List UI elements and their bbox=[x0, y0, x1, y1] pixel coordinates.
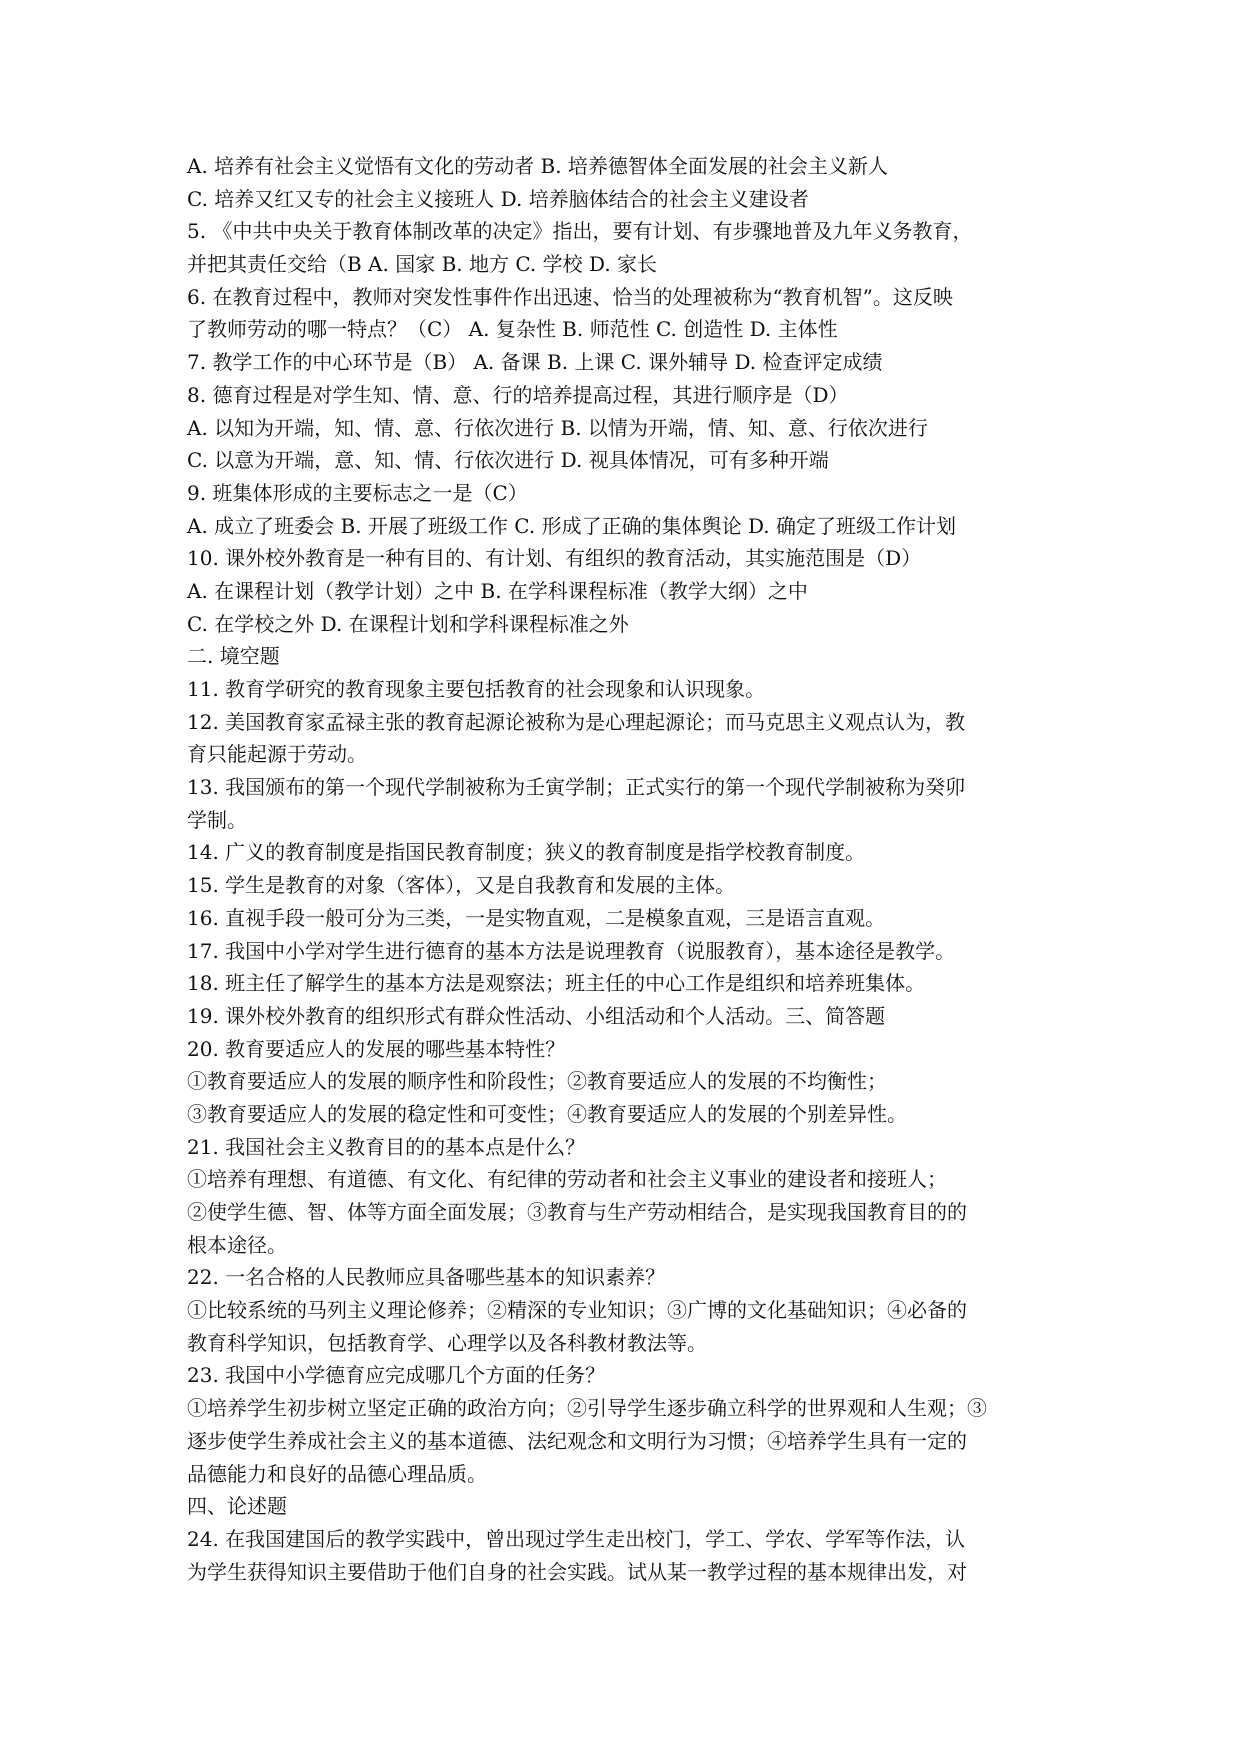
document-page bbox=[187, 150, 1057, 1588]
text-line: 5. 《中共中央关于教育体制改革的决定》指出，要有计划、有步骤地普及九年义务教育， bbox=[187, 219, 973, 244]
text-line: 6. 在教育过程中，教师对突发性事件作出迅速、恰当的处理被称为“教育机智”。这反映 bbox=[187, 284, 953, 309]
text-line: 品德能力和良好的品德心理品质。 bbox=[187, 1461, 487, 1486]
text-line: 20. 教育要适应人的发展的哪些基本特性？ bbox=[187, 1036, 566, 1061]
text-line: 24. 在我国建国后的教学实践中，曾出现过学生走出校门，学工、学农、学军等作法，认 bbox=[187, 1526, 966, 1551]
text-line: ③教育要适应人的发展的稳定性和可变性；④教育要适应人的发展的个别差异性。 bbox=[187, 1101, 907, 1126]
text-line: A. 培养有社会主义觉悟有文化的劳动者 B. 培养德智体全面发展的社会主义新人 bbox=[187, 154, 888, 178]
text-line: A. 在课程计划（教学计划）之中 B. 在学科课程标准（教学大纲）之中 bbox=[187, 578, 808, 603]
text-line: ①培养学生初步树立坚定正确的政治方向；②引导学生逐步确立科学的世界观和人生观；③ bbox=[187, 1396, 987, 1421]
text-line: 15. 学生是教育的对象（客体），又是自我教育和发展的主体。 bbox=[187, 873, 736, 898]
text-line: C. 以意为开端，意、知、情、行依次进行 D. 视具体情况，可有多种开端 bbox=[187, 448, 829, 473]
text-line: A. 以知为开端，知、情、意、行依次进行 B. 以情为开端，情、知、意、行依次进行 bbox=[187, 415, 928, 440]
text-line: 二. 境空题 bbox=[187, 644, 280, 669]
text-line: 学制。 bbox=[187, 807, 247, 832]
text-line: 23. 我国中小学德育应完成哪几个方面的任务？ bbox=[187, 1363, 606, 1388]
text-line: ②使学生德、智、体等方面全面发展；③教育与生产劳动相结合，是实现我国教育目的的 bbox=[187, 1200, 967, 1224]
text-line: 9. 班集体形成的主要标志之一是（C） bbox=[187, 480, 528, 505]
text-line: 8. 德育过程是对学生知、情、意、行的培养提高过程，其进行顺序是（D） bbox=[187, 382, 849, 407]
text-line: 22. 一名合格的人民教师应具备哪些基本的知识素养？ bbox=[187, 1265, 666, 1290]
text-line: 了教师劳动的哪一特点？（C） A. 复杂性 B. 师范性 C. 创造性 D. 主体性 bbox=[187, 317, 838, 342]
text-line: 四、论述题 bbox=[187, 1494, 287, 1519]
text-line: 16. 直视手段一般可分为三类，一是实物直观，二是模象直观，三是语言直观。 bbox=[187, 905, 886, 930]
text-line: 10. 课外校外教育是一种有目的、有计划、有组织的教育活动，其实施范围是（D） bbox=[187, 546, 922, 571]
text-line: 17. 我国中小学对学生进行德育的基本方法是说理教育（说服教育），基本途径是教学。 bbox=[187, 938, 956, 963]
text-line: 18. 班主任了解学生的基本方法是观察法；班主任的中心工作是组织和培养班集体。 bbox=[187, 971, 926, 996]
text-line: 19. 课外校外教育的组织形式有群众性活动、小组活动和个人活动。三、简答题 bbox=[187, 1003, 886, 1028]
text-line: 为学生获得知识主要借助于他们自身的社会实践。试从某一教学过程的基本规律出发，对 bbox=[187, 1559, 967, 1584]
text-line: 教育科学知识，包括教育学、心理学以及各科教材教法等。 bbox=[187, 1330, 707, 1355]
text-line: C. 培养又红又专的社会主义接班人 D. 培养脑体结合的社会主义建设者 bbox=[187, 186, 809, 211]
text-line: ①教育要适应人的发展的顺序性和阶段性；②教育要适应人的发展的不均衡性； bbox=[187, 1069, 887, 1094]
text-line: 并把其责任交给（B A. 国家 B. 地方 C. 学校 D. 家长 bbox=[187, 252, 658, 277]
text-line: C. 在学校之外 D. 在课程计划和学科课程标准之外 bbox=[187, 611, 629, 636]
text-line: 11. 教育学研究的教育现象主要包括教育的社会现象和认识现象。 bbox=[187, 677, 766, 701]
text-line: 育只能起源于劳动。 bbox=[187, 742, 367, 767]
text-line: A. 成立了班委会 B. 开展了班级工作 C. 形成了正确的集体舆论 D. 确定了班级工作计划 bbox=[187, 513, 956, 538]
text-line: ①培养有理想、有道德、有文化、有纪律的劳动者和社会主义事业的建设者和接班人； bbox=[187, 1167, 947, 1192]
text-line: 根本途径。 bbox=[187, 1232, 287, 1257]
text-line: 14. 广义的教育制度是指国民教育制度；狭义的教育制度是指学校教育制度。 bbox=[187, 840, 866, 865]
text-line: 21. 我国社会主义教育目的的基本点是什么？ bbox=[187, 1134, 586, 1159]
text-line: 7. 教学工作的中心环节是（B） A. 备课 B. 上课 C. 课外辅导 D. 检查评定成绩 bbox=[187, 350, 883, 375]
text-line: ①比较系统的马列主义理论修养；②精深的专业知识；③广博的文化基础知识；④必备的 bbox=[187, 1298, 967, 1323]
text-line: 逐步使学生养成社会主义的基本道德、法纪观念和文明行为习惯；④培养学生具有一定的 bbox=[187, 1428, 967, 1453]
text-line: 12. 美国教育家孟禄主张的教育起源论被称为是心理起源论；而马克思主义观点认为，教 bbox=[187, 709, 966, 734]
text-line: 13. 我国颁布的第一个现代学制被称为壬寅学制；正式实行的第一个现代学制被称为癸卯 bbox=[187, 775, 966, 800]
